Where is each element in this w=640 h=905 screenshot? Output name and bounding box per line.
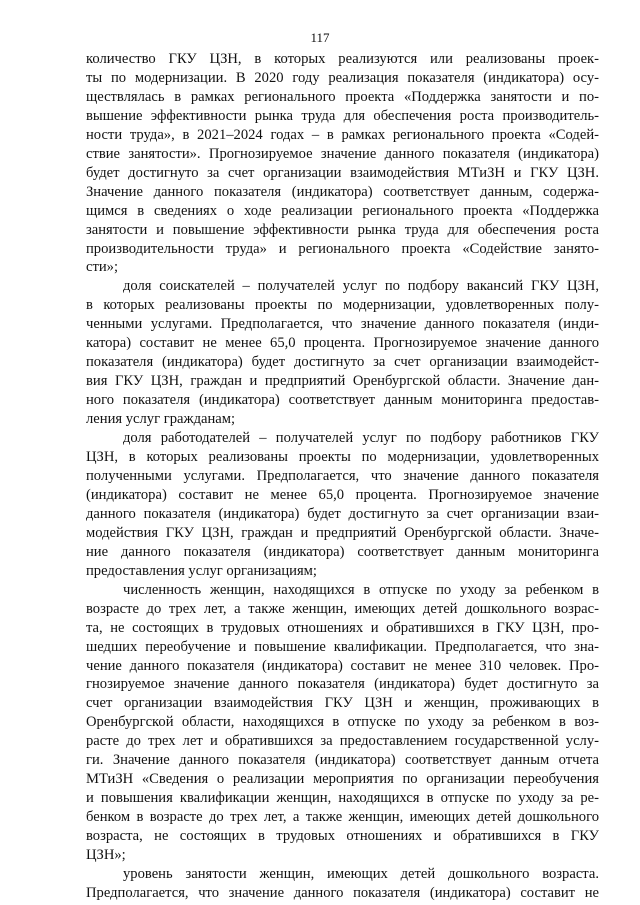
text-line: полученными услугами. Предполагается, что значение данного показателя — [86, 467, 599, 484]
text-line: данного показателя (индикатора) будет достигнуто за счет организации взаи- — [86, 505, 599, 522]
text-line: счет организации взаимодействия ГКУ ЦЗН и женщин, проживающих в — [86, 695, 599, 712]
text-line: Значение данного показателя (индикатора) соответствует данным, содержа- — [86, 183, 599, 200]
text-line: бенком в возрасте до трех лет, а также женщин, имеющих детей дошкольного — [86, 809, 599, 826]
paragraph-women-employment — [86, 865, 599, 903]
text-line: доля работодателей – получателей услуг по подбору работников ГКУ — [123, 430, 599, 447]
paragraph-intro — [86, 50, 599, 277]
text-line: ченными услугами. Предполагается, что значение данного показателя (инди- — [86, 316, 599, 333]
text-line: уровень занятости женщин, имеющих детей дошкольного возраста. — [123, 865, 599, 882]
text-line: Предполагается, что значение данного показателя (индикатора) составит не — [86, 884, 599, 901]
text-line: будет достигнуто за счет организации взаимодействия МТиЗН и ГКУ ЦЗН. — [86, 164, 599, 181]
text-line: та, не состоящих в трудовых отношениях и обратившихся в ГКУ ЦЗН, про- — [86, 619, 599, 636]
text-line: ты по модернизации. В 2020 году реализация показателя (индикатора) осу- — [86, 69, 599, 86]
text-line: Оренбургской области, находящихся в отпуске по уходу за ребенком в воз- — [86, 714, 599, 731]
text-line: ние данного показателя (индикатора) соответствует данным мониторинга — [86, 543, 599, 560]
text-line: модействия ГКУ ЦЗН, граждан и предприятий Оренбургской области. Значе- — [86, 524, 599, 541]
paragraph-women-training — [86, 581, 599, 865]
text-line: вышение эффективности рынка труда для обеспечения роста производитель- — [86, 107, 599, 124]
text-line: производительности труда» и регионального проекта «Содействие занято- — [86, 240, 599, 257]
text-line: ЦЗН, в которых реализованы проекты по модернизации, удовлетворенных — [86, 449, 599, 466]
text-line: расте до трех лет и обратившихся за предоставлением государственной услу- — [86, 733, 599, 750]
text-line: возрасте до трех лет, а также женщин, имеющих детей дошкольного возрас- — [86, 600, 599, 617]
text-line: щимся в сведениях о ходе реализации регионального проекта «Поддержка — [86, 202, 599, 219]
text-line: шедших переобучение и повышение квалификации. Предполагается, что зна- — [86, 638, 599, 655]
text-line: численность женщин, находящихся в отпуске по уходу за ребенком в — [123, 581, 599, 598]
text-line: сти»; — [86, 259, 119, 276]
text-line: показателя (индикатора) будет достигнуто за счет организации взаимодейст- — [86, 354, 599, 371]
text-line: чение данного показателя (индикатора) составит не менее 310 человек. Про- — [86, 657, 599, 674]
document-body — [86, 50, 599, 903]
text-line: и повышения квалификации женщин, находящихся в отпуске по уходу за ре- — [86, 790, 599, 807]
text-line: занятости и повышение эффективности рынка труда для обеспечения роста — [86, 221, 599, 238]
text-line: ЦЗН»; — [86, 847, 126, 864]
text-line: (индикатора) составит не менее 65,0 процента. Прогнозируемое значение — [86, 486, 599, 503]
text-line: возраста, не состоящих в трудовых отношениях и обратившихся в ГКУ — [86, 828, 599, 845]
text-line: предоставления услуг организациям; — [86, 562, 317, 579]
text-line: в которых реализованы проекты по модернизации, удовлетворенных полу- — [86, 297, 599, 314]
page-number: 117 — [310, 30, 330, 45]
text-line: вия ГКУ ЦЗН, граждан и предприятий Оренбургской области. Значение дан- — [86, 373, 599, 390]
text-line: ления услуг гражданам; — [86, 411, 236, 428]
text-line: ществлялась в рамках регионального проекта «Поддержка занятости и по- — [86, 88, 599, 105]
text-line: гнозируемое значение данного показателя (индикатора) будет достигнуто за — [86, 676, 599, 693]
text-line: доля соискателей – получателей услуг по подбору вакансий ГКУ ЦЗН, — [123, 278, 599, 295]
paragraph-employers — [86, 429, 599, 581]
text-line: катора) составит не менее 65,0 процента. Прогнозируемое значение данного — [86, 335, 599, 352]
text-line: ности труда», в 2021–2024 годах – в рамках регионального проекта «Содей- — [86, 126, 599, 143]
text-line: ного показателя (индикатора) соответствует данным мониторинга предостав- — [86, 392, 599, 409]
text-line: ствие занятости». Прогнозируемое значение данного показателя (индикатора) — [86, 145, 599, 162]
text-line: ги. Значение данного показателя (индикатора) соответствует данным отчета — [86, 752, 599, 769]
paragraph-job-seekers — [86, 277, 599, 429]
text-line: количество ГКУ ЦЗН, в которых реализуются или реализованы проек- — [86, 51, 599, 67]
text-line: МТиЗН «Сведения о реализации мероприятия по организации переобучения — [86, 771, 599, 788]
